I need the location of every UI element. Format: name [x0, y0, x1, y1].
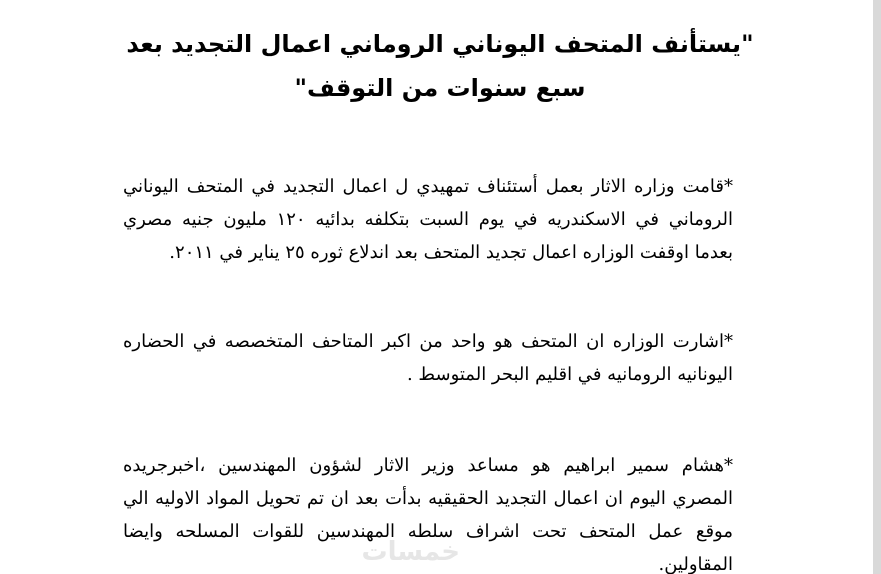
- paragraph-assistant-minister: *هشام سمير ابراهيم هو مساعد وزير الاثار لشؤون المهندسين ،اخبرجريده المصري اليوم ان اعمال التجديد الحقيقيه بدأت بعد ان تم تحويل المواد الاوليه الي موقع عمل المتحف تحت اشراف سلطه المهندسين للقوات المسلحه وايضا المقاولين.: [123, 455, 733, 574]
- paragraph-renovation-start: *قامت وزاره الاثار بعمل أستئناف تمهيدي ل اعمال التجديد في المتحف اليوناني الروماني في الاسكندريه في يوم السبت بتكلفه بدائيه ١٢٠ مليون جنيه مصري بعدما اوقفت الوزاره اعمال تجديد المتحف بعد اندلاع ثوره ٢٥ يناير في ٢٠١١.: [123, 176, 733, 263]
- paragraph-museum-importance: *اشارت الوزاره ان المتحف هو واحد من اكبر المتاحف المتخصصه في الحضاره اليونانيه الرومانيه في اقليم البحر المتوسط .: [123, 331, 733, 385]
- document-title: "يستأنف المتحف اليوناني الروماني اعمال التجديد بعد سبع سنوات من التوقف": [126, 30, 754, 102]
- scrollbar-edge: [873, 0, 881, 574]
- watermark-logo: خمسات: [361, 537, 460, 567]
